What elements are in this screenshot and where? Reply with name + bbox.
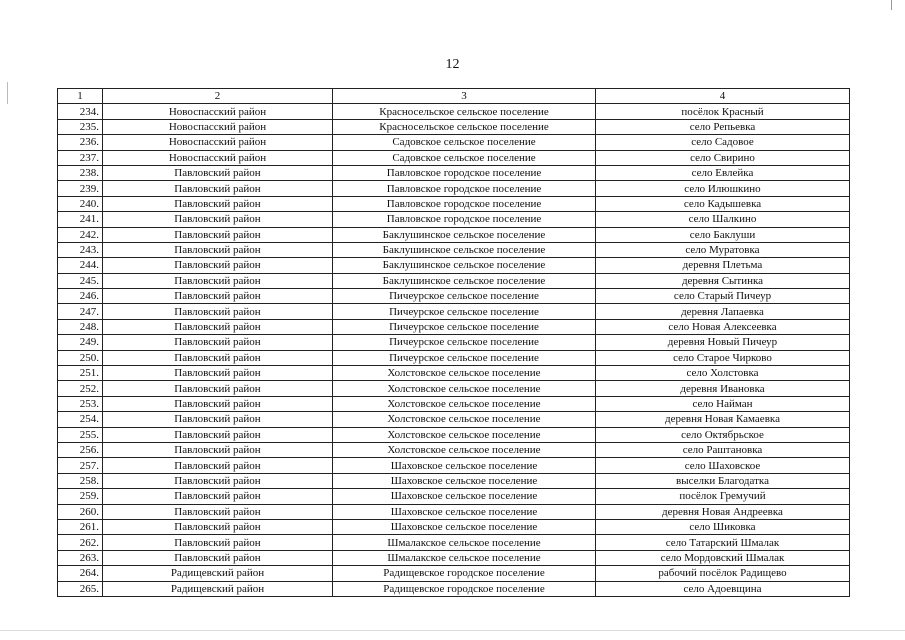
row-number-cell: 254. bbox=[58, 412, 103, 427]
locality-cell: деревня Сытинка bbox=[596, 273, 850, 288]
table-row bbox=[58, 535, 850, 550]
table-row bbox=[58, 258, 850, 273]
locality-cell: деревня Новый Пичеур bbox=[596, 335, 850, 350]
column-header-number: 1 bbox=[58, 89, 103, 104]
settlement-cell: Павловское городское поселение bbox=[333, 181, 596, 196]
table-header-row bbox=[58, 89, 850, 104]
locality-cell: село Илюшкино bbox=[596, 181, 850, 196]
locality-cell: деревня Ивановка bbox=[596, 381, 850, 396]
row-number-cell: 234. bbox=[58, 104, 103, 119]
table-row bbox=[58, 381, 850, 396]
table-row bbox=[58, 581, 850, 596]
settlement-cell: Шмалакское сельское поселение bbox=[333, 550, 596, 565]
row-number-cell: 261. bbox=[58, 519, 103, 534]
district-cell: Павловский район bbox=[103, 473, 333, 488]
row-number-cell: 264. bbox=[58, 566, 103, 581]
row-number-cell: 252. bbox=[58, 381, 103, 396]
row-number-cell: 240. bbox=[58, 196, 103, 211]
locality-cell: деревня Плетьма bbox=[596, 258, 850, 273]
table-row bbox=[58, 442, 850, 457]
locality-cell: село Кадышевка bbox=[596, 196, 850, 211]
locality-cell: село Старый Пичеур bbox=[596, 289, 850, 304]
settlement-cell: Баклушинское сельское поселение bbox=[333, 273, 596, 288]
scan-edge-mark-bottom bbox=[0, 630, 905, 631]
table-row bbox=[58, 489, 850, 504]
locality-cell: село Новая Алексеевка bbox=[596, 319, 850, 334]
settlement-cell: Шаховское сельское поселение bbox=[333, 504, 596, 519]
locality-cell: посёлок Гремучий bbox=[596, 489, 850, 504]
settlement-cell: Красносельское сельское поселение bbox=[333, 104, 596, 119]
table-row bbox=[58, 427, 850, 442]
column-header-locality: 4 bbox=[596, 89, 850, 104]
district-cell: Павловский район bbox=[103, 504, 333, 519]
locality-cell: село Шалкино bbox=[596, 212, 850, 227]
locality-cell: деревня Новая Камаевка bbox=[596, 412, 850, 427]
locality-cell: село Татарский Шмалак bbox=[596, 535, 850, 550]
row-number-cell: 238. bbox=[58, 165, 103, 180]
locality-cell: село Раштановка bbox=[596, 442, 850, 457]
district-cell: Павловский район bbox=[103, 319, 333, 334]
row-number-cell: 256. bbox=[58, 442, 103, 457]
row-number-cell: 260. bbox=[58, 504, 103, 519]
locality-cell: село Муратовка bbox=[596, 242, 850, 257]
row-number-cell: 253. bbox=[58, 396, 103, 411]
district-cell: Новоспасский район bbox=[103, 104, 333, 119]
row-number-cell: 259. bbox=[58, 489, 103, 504]
settlement-cell: Павловское городское поселение bbox=[333, 196, 596, 211]
district-cell: Павловский район bbox=[103, 304, 333, 319]
row-number-cell: 247. bbox=[58, 304, 103, 319]
row-number-cell: 236. bbox=[58, 135, 103, 150]
settlement-cell: Радищевское городское поселение bbox=[333, 566, 596, 581]
table-row bbox=[58, 273, 850, 288]
row-number-cell: 263. bbox=[58, 550, 103, 565]
district-cell: Павловский район bbox=[103, 258, 333, 273]
locality-cell: село Репьевка bbox=[596, 119, 850, 134]
table-row bbox=[58, 366, 850, 381]
district-cell: Павловский район bbox=[103, 366, 333, 381]
settlement-cell: Пичеурское сельское поселение bbox=[333, 319, 596, 334]
locality-cell: село Садовое bbox=[596, 135, 850, 150]
row-number-cell: 242. bbox=[58, 227, 103, 242]
settlement-cell: Холстовское сельское поселение bbox=[333, 412, 596, 427]
locality-cell: деревня Лапаевка bbox=[596, 304, 850, 319]
district-cell: Радищевский район bbox=[103, 581, 333, 596]
settlement-cell: Холстовское сельское поселение bbox=[333, 442, 596, 457]
district-cell: Павловский район bbox=[103, 242, 333, 257]
locality-cell: село Адоевщина bbox=[596, 581, 850, 596]
scan-edge-mark-top-right bbox=[891, 0, 892, 10]
table-row bbox=[58, 227, 850, 242]
table-row bbox=[58, 181, 850, 196]
scan-edge-mark-left bbox=[7, 82, 8, 104]
settlement-cell: Пичеурское сельское поселение bbox=[333, 289, 596, 304]
locality-cell: село Октябрьское bbox=[596, 427, 850, 442]
district-cell: Павловский район bbox=[103, 458, 333, 473]
table-row bbox=[58, 319, 850, 334]
settlement-cell: Садовское сельское поселение bbox=[333, 135, 596, 150]
district-cell: Радищевский район bbox=[103, 566, 333, 581]
settlement-cell: Холстовское сельское поселение bbox=[333, 427, 596, 442]
page-number: 12 bbox=[445, 57, 460, 72]
table-row bbox=[58, 304, 850, 319]
table-row bbox=[58, 212, 850, 227]
row-number-cell: 246. bbox=[58, 289, 103, 304]
settlement-cell: Баклушинское сельское поселение bbox=[333, 242, 596, 257]
locality-cell: село Свирино bbox=[596, 150, 850, 165]
settlement-cell: Пичеурское сельское поселение bbox=[333, 350, 596, 365]
district-cell: Новоспасский район bbox=[103, 135, 333, 150]
settlement-cell: Шмалакское сельское поселение bbox=[333, 535, 596, 550]
row-number-cell: 241. bbox=[58, 212, 103, 227]
settlement-cell: Павловское городское поселение bbox=[333, 165, 596, 180]
table-row bbox=[58, 458, 850, 473]
row-number-cell: 258. bbox=[58, 473, 103, 488]
row-number-cell: 265. bbox=[58, 581, 103, 596]
district-cell: Павловский район bbox=[103, 519, 333, 534]
locality-cell: село Мордовский Шмалак bbox=[596, 550, 850, 565]
district-cell: Павловский район bbox=[103, 289, 333, 304]
settlement-cell: Шаховское сельское поселение bbox=[333, 473, 596, 488]
district-cell: Павловский район bbox=[103, 335, 333, 350]
row-number-cell: 244. bbox=[58, 258, 103, 273]
table-row bbox=[58, 550, 850, 565]
table-body bbox=[58, 104, 850, 597]
district-cell: Павловский район bbox=[103, 535, 333, 550]
row-number-cell: 235. bbox=[58, 119, 103, 134]
locality-cell: село Найман bbox=[596, 396, 850, 411]
table-row bbox=[58, 135, 850, 150]
locality-cell: выселки Благодатка bbox=[596, 473, 850, 488]
settlement-cell: Шаховское сельское поселение bbox=[333, 458, 596, 473]
locality-cell: село Шиковка bbox=[596, 519, 850, 534]
district-cell: Павловский район bbox=[103, 212, 333, 227]
settlement-cell: Пичеурское сельское поселение bbox=[333, 304, 596, 319]
settlement-cell: Баклушинское сельское поселение bbox=[333, 258, 596, 273]
district-cell: Павловский район bbox=[103, 489, 333, 504]
table-row bbox=[58, 119, 850, 134]
table-row bbox=[58, 566, 850, 581]
district-cell: Новоспасский район bbox=[103, 150, 333, 165]
row-number-cell: 262. bbox=[58, 535, 103, 550]
table-row bbox=[58, 150, 850, 165]
table-row bbox=[58, 165, 850, 180]
locality-cell: рабочий посёлок Радищево bbox=[596, 566, 850, 581]
district-cell: Павловский район bbox=[103, 350, 333, 365]
settlement-cell: Холстовское сельское поселение bbox=[333, 381, 596, 396]
row-number-cell: 249. bbox=[58, 335, 103, 350]
district-cell: Павловский район bbox=[103, 181, 333, 196]
locality-cell: село Баклуши bbox=[596, 227, 850, 242]
row-number-cell: 257. bbox=[58, 458, 103, 473]
row-number-cell: 255. bbox=[58, 427, 103, 442]
settlement-cell: Холстовское сельское поселение bbox=[333, 366, 596, 381]
locality-cell: деревня Новая Андреевка bbox=[596, 504, 850, 519]
district-cell: Павловский район bbox=[103, 427, 333, 442]
row-number-cell: 239. bbox=[58, 181, 103, 196]
table-row bbox=[58, 196, 850, 211]
row-number-cell: 250. bbox=[58, 350, 103, 365]
table-row bbox=[58, 289, 850, 304]
district-cell: Павловский район bbox=[103, 196, 333, 211]
district-cell: Павловский район bbox=[103, 442, 333, 457]
settlement-cell: Павловское городское поселение bbox=[333, 212, 596, 227]
district-cell: Павловский район bbox=[103, 550, 333, 565]
settlement-cell: Радищевское городское поселение bbox=[333, 581, 596, 596]
locality-cell: село Старое Чирково bbox=[596, 350, 850, 365]
settlement-cell: Садовское сельское поселение bbox=[333, 150, 596, 165]
row-number-cell: 237. bbox=[58, 150, 103, 165]
table-row bbox=[58, 519, 850, 534]
table-row bbox=[58, 242, 850, 257]
table-row bbox=[58, 396, 850, 411]
locality-cell: посёлок Красный bbox=[596, 104, 850, 119]
table-row bbox=[58, 350, 850, 365]
district-cell: Павловский район bbox=[103, 396, 333, 411]
district-cell: Павловский район bbox=[103, 165, 333, 180]
settlement-cell: Шаховское сельское поселение bbox=[333, 489, 596, 504]
table-row bbox=[58, 412, 850, 427]
district-cell: Новоспасский район bbox=[103, 119, 333, 134]
district-cell: Павловский район bbox=[103, 273, 333, 288]
table-row bbox=[58, 504, 850, 519]
settlement-cell: Баклушинское сельское поселение bbox=[333, 227, 596, 242]
table-row bbox=[58, 104, 850, 119]
settlement-cell: Красносельское сельское поселение bbox=[333, 119, 596, 134]
table-row bbox=[58, 335, 850, 350]
settlement-cell: Шаховское сельское поселение bbox=[333, 519, 596, 534]
locality-cell: село Холстовка bbox=[596, 366, 850, 381]
row-number-cell: 245. bbox=[58, 273, 103, 288]
district-cell: Павловский район bbox=[103, 227, 333, 242]
locality-cell: село Евлейка bbox=[596, 165, 850, 180]
locality-cell: село Шаховское bbox=[596, 458, 850, 473]
settlement-cell: Холстовское сельское поселение bbox=[333, 396, 596, 411]
settlement-cell: Пичеурское сельское поселение bbox=[333, 335, 596, 350]
row-number-cell: 251. bbox=[58, 366, 103, 381]
column-header-settlement: 3 bbox=[333, 89, 596, 104]
row-number-cell: 248. bbox=[58, 319, 103, 334]
district-cell: Павловский район bbox=[103, 412, 333, 427]
district-cell: Павловский район bbox=[103, 381, 333, 396]
table-row bbox=[58, 473, 850, 488]
settlements-table bbox=[57, 88, 850, 597]
row-number-cell: 243. bbox=[58, 242, 103, 257]
column-header-district: 2 bbox=[103, 89, 333, 104]
